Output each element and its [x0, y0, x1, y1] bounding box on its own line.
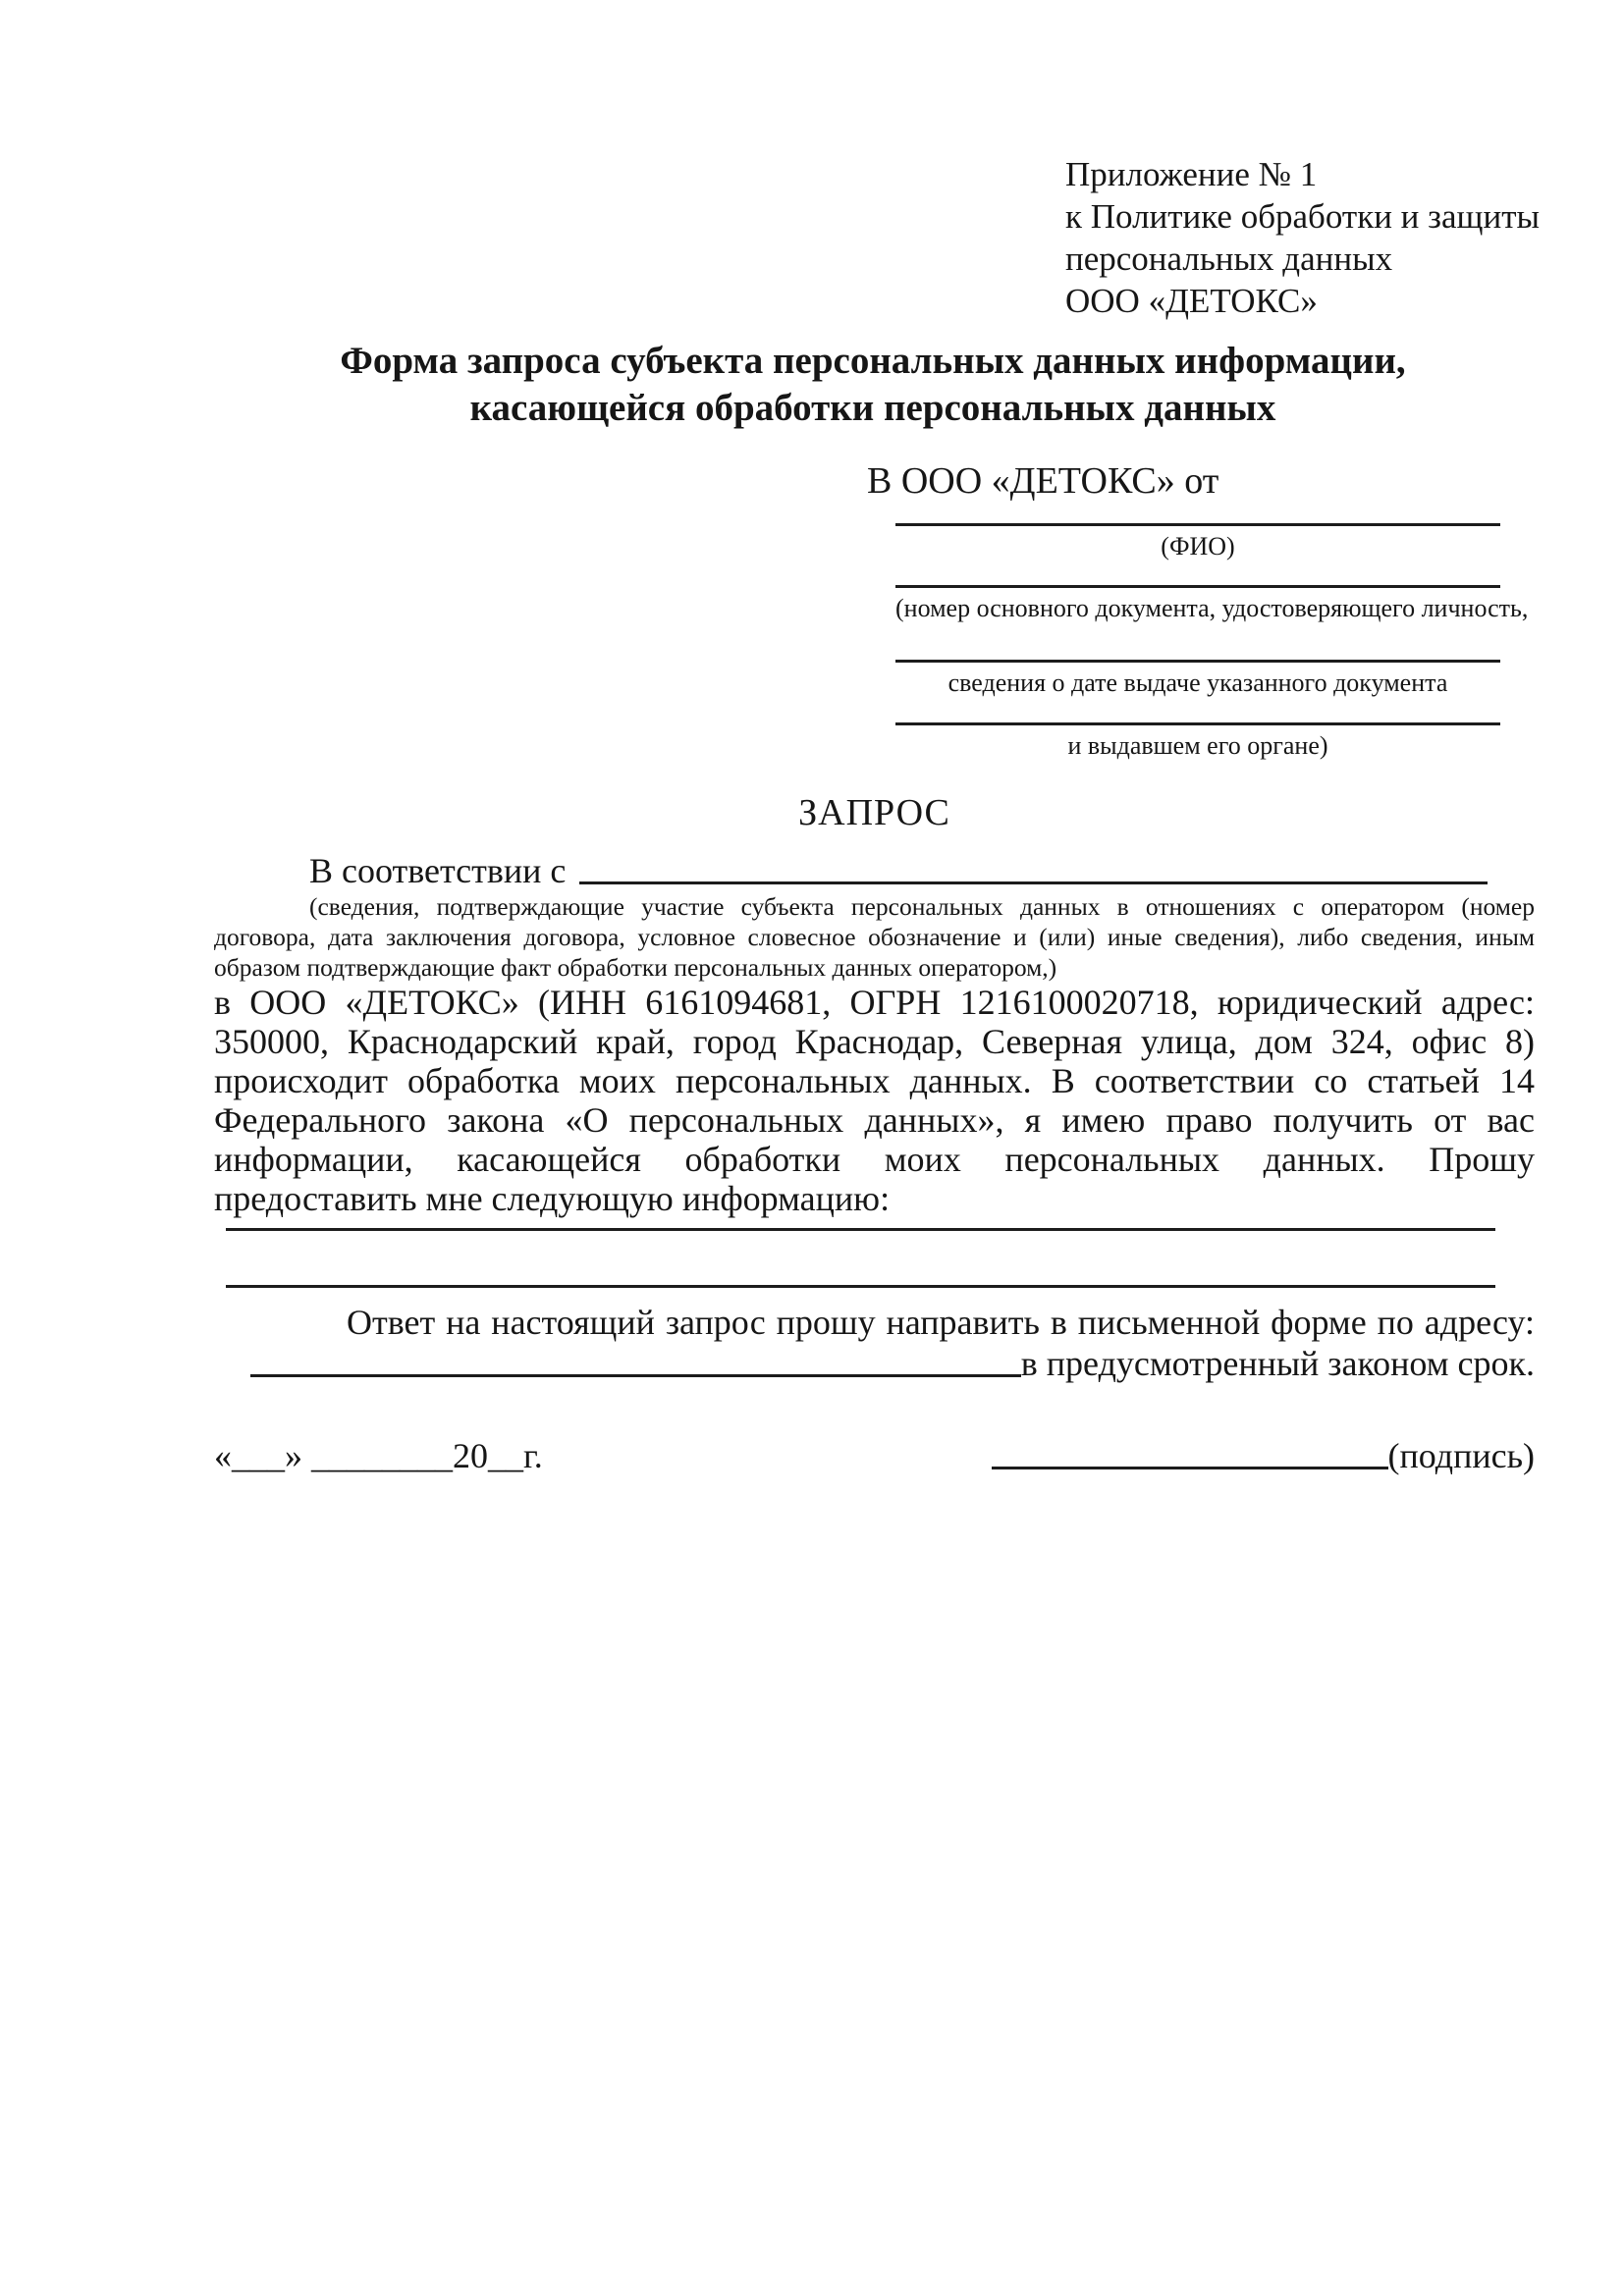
- reply-request-line: Ответ на настоящий запрос прошу направить в письменной форме по адресу:: [347, 1303, 1535, 1342]
- info-fill-line-2: [226, 1285, 1495, 1288]
- doc-number-fill-line: [895, 585, 1500, 588]
- request-section: [214, 791, 1535, 1476]
- date-line: «___» ________20__г.: [214, 1436, 543, 1475]
- header-note-line: к Политике обработки и защиты: [1065, 197, 1541, 236]
- lead-text: В соответствии с: [309, 851, 567, 890]
- footnote: (сведения, подтверждающие участие субъекта персональных данных в отношениях с оператором (номер договора, дата заключения договора, условное словесное обозначение и (или) иные сведения), либо сведения, иным образом подтверждающие факт обработки персональных данных оператором,): [214, 892, 1535, 982]
- issue-authority-caption: и выдавшем его органе): [1067, 731, 1328, 760]
- header-note-line: ООО «ДЕТОКС»: [1065, 282, 1318, 320]
- form-title-line-2: касающейся обработки персональных данных: [469, 387, 1276, 429]
- header-note-line: Приложение № 1: [1065, 155, 1318, 193]
- form-title-line-1: Форма запроса субъекта персональных данных информации,: [340, 340, 1406, 382]
- header-note-line: персональных данных: [1065, 240, 1393, 278]
- address-fill-line: [250, 1374, 1021, 1377]
- issue-authority-fill-line: [895, 722, 1500, 725]
- info-fill-line-1: [226, 1228, 1495, 1231]
- request-heading: ЗАПРОС: [798, 792, 950, 833]
- signature-fill-line: [992, 1467, 1388, 1469]
- date-signature-row: [214, 1435, 1535, 1476]
- fio-caption: (ФИО): [1161, 532, 1235, 561]
- issue-date-fill-line: [895, 660, 1500, 663]
- signature-group: [992, 1435, 1535, 1476]
- lead-fill-line: [579, 881, 1488, 884]
- fio-fill-line: [895, 523, 1500, 526]
- address-row: [250, 1343, 1535, 1384]
- header-note: [1065, 153, 1540, 322]
- issue-date-caption: сведения о дате выдаче указанного документа: [947, 668, 1448, 697]
- request-body: в ООО «ДЕТОКС» (ИНН 6161094681, ОГРН 1216100020718, юридический адрес: 350000, Краснодарский край, город Краснодар, Северная улица, дом 324, офис 8) происходит обработка моих персональных данных. В соответствии со статьей 14 Федерального закона «О персональных данных», я имею право получить от вас информации, касающейся обработки моих персональных данных. Прошу предоставить мне следующую информацию:: [214, 983, 1535, 1218]
- addressee-label: В ООО «ДЕТОКС» от: [867, 460, 1219, 502]
- reply-tail: в предусмотренный законом срок.: [1020, 1344, 1535, 1383]
- form-title: [214, 338, 1532, 432]
- lead-row: [309, 850, 1488, 891]
- signature-caption: (подпись): [1387, 1436, 1535, 1475]
- doc-number-caption: (номер основного документа, удостоверяющего личность,: [895, 594, 1529, 622]
